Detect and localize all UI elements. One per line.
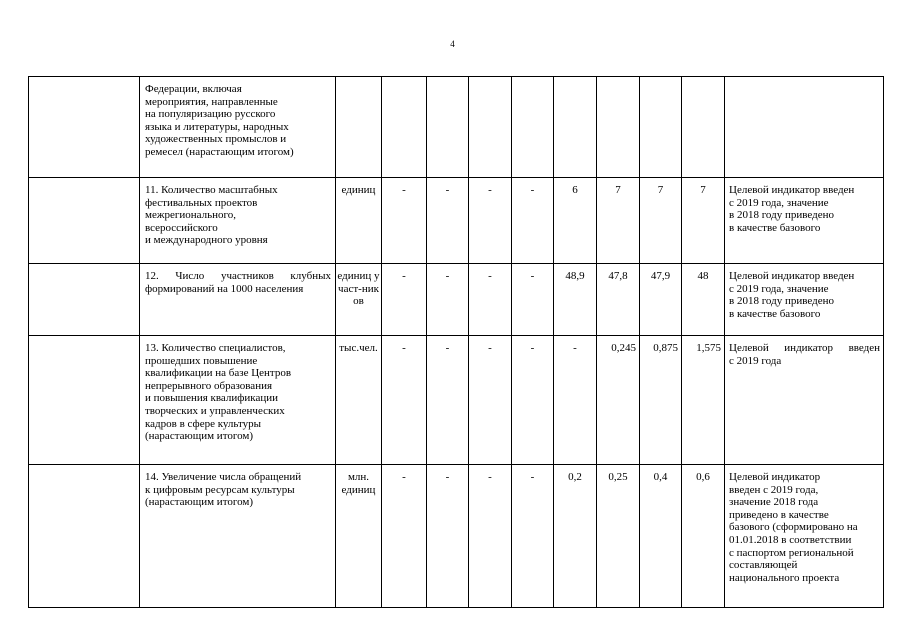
empty-cell — [29, 77, 140, 178]
value-cell — [554, 77, 597, 178]
value-cell: 0,4 — [640, 465, 682, 608]
indicator-description: 12. Число участников клубных формирований на 1000 населения — [140, 264, 336, 336]
indicators-table — [28, 76, 884, 608]
table-row — [29, 77, 884, 178]
value-cell: 0,6 — [682, 465, 725, 608]
value-cell — [682, 77, 725, 178]
indicator-description: 14. Увеличение числа обращений к цифровым ресурсам культуры (нарастающим итогом) — [140, 465, 336, 608]
value-cell — [597, 77, 640, 178]
note-cell: Целевой индикатор введен с 2019 года, значение в 2018 году приведено в качестве базового — [725, 178, 884, 264]
value-cell: - — [382, 264, 427, 336]
value-cell: 7 — [682, 178, 725, 264]
empty-cell — [29, 465, 140, 608]
value-cell: 47,9 — [640, 264, 682, 336]
note-cell: Целевой индикатор введен с 2019 года, значение 2018 года приведено в качестве базового (сформировано на 01.01.2018 в соответствии с паспортом региональной составляющей национального проекта — [725, 465, 884, 608]
note-cell: Целевой индикатор введен с 2019 года — [725, 336, 884, 465]
table-row — [29, 465, 884, 608]
value-cell: 48 — [682, 264, 725, 336]
value-cell: - — [382, 465, 427, 608]
indicator-description: 13. Количество специалистов, прошедших повышение квалификации на базе Центров непрерывного образования и повышения квалификации творческих и управленческих кадров в сфере культуры (нарастающим итогом) — [140, 336, 336, 465]
page-number: 4 — [450, 39, 455, 49]
table-row — [29, 178, 884, 264]
value-cell: - — [469, 336, 512, 465]
value-cell: - — [382, 336, 427, 465]
value-cell: - — [512, 178, 554, 264]
value-cell: 47,8 — [597, 264, 640, 336]
value-cell — [382, 77, 427, 178]
value-cell: - — [512, 336, 554, 465]
note-cell — [725, 77, 884, 178]
value-cell: - — [427, 465, 469, 608]
empty-cell — [29, 336, 140, 465]
value-cell: - — [427, 336, 469, 465]
empty-cell — [29, 264, 140, 336]
indicator-description: 11. Количество масштабных фестивальных проектов межрегионального, всероссийского и международного уровня — [140, 178, 336, 264]
empty-cell — [29, 178, 140, 264]
note-cell: Целевой индикатор введен с 2019 года, значение в 2018 году приведено в качестве базового — [725, 264, 884, 336]
value-cell: - — [427, 178, 469, 264]
unit-cell: единиц — [336, 178, 382, 264]
value-cell — [640, 77, 682, 178]
value-cell: - — [469, 264, 512, 336]
value-cell: - — [512, 465, 554, 608]
value-cell: - — [382, 178, 427, 264]
value-cell: 0,25 — [597, 465, 640, 608]
table-row — [29, 264, 884, 336]
value-cell: 7 — [597, 178, 640, 264]
unit-cell: тыс.чел. — [336, 336, 382, 465]
unit-cell: единиц участ-ников — [336, 264, 382, 336]
value-cell — [512, 77, 554, 178]
value-cell: - — [469, 465, 512, 608]
unit-cell — [336, 77, 382, 178]
value-cell: - — [554, 336, 597, 465]
value-cell: 0,2 — [554, 465, 597, 608]
indicator-description: Федерации, включая мероприятия, направленные на популяризацию русского языка и литературы, народных художественных промыслов и ремесел (нарастающим итогом) — [140, 77, 336, 178]
value-cell: 0,245 — [597, 336, 640, 465]
value-cell: - — [469, 178, 512, 264]
value-cell: 48,9 — [554, 264, 597, 336]
value-cell: 7 — [640, 178, 682, 264]
value-cell: 6 — [554, 178, 597, 264]
value-cell: - — [512, 264, 554, 336]
value-cell: - — [427, 264, 469, 336]
value-cell: 1,575 — [682, 336, 725, 465]
unit-cell: млн. единиц — [336, 465, 382, 608]
table-row — [29, 336, 884, 465]
value-cell — [469, 77, 512, 178]
value-cell — [427, 77, 469, 178]
value-cell: 0,875 — [640, 336, 682, 465]
